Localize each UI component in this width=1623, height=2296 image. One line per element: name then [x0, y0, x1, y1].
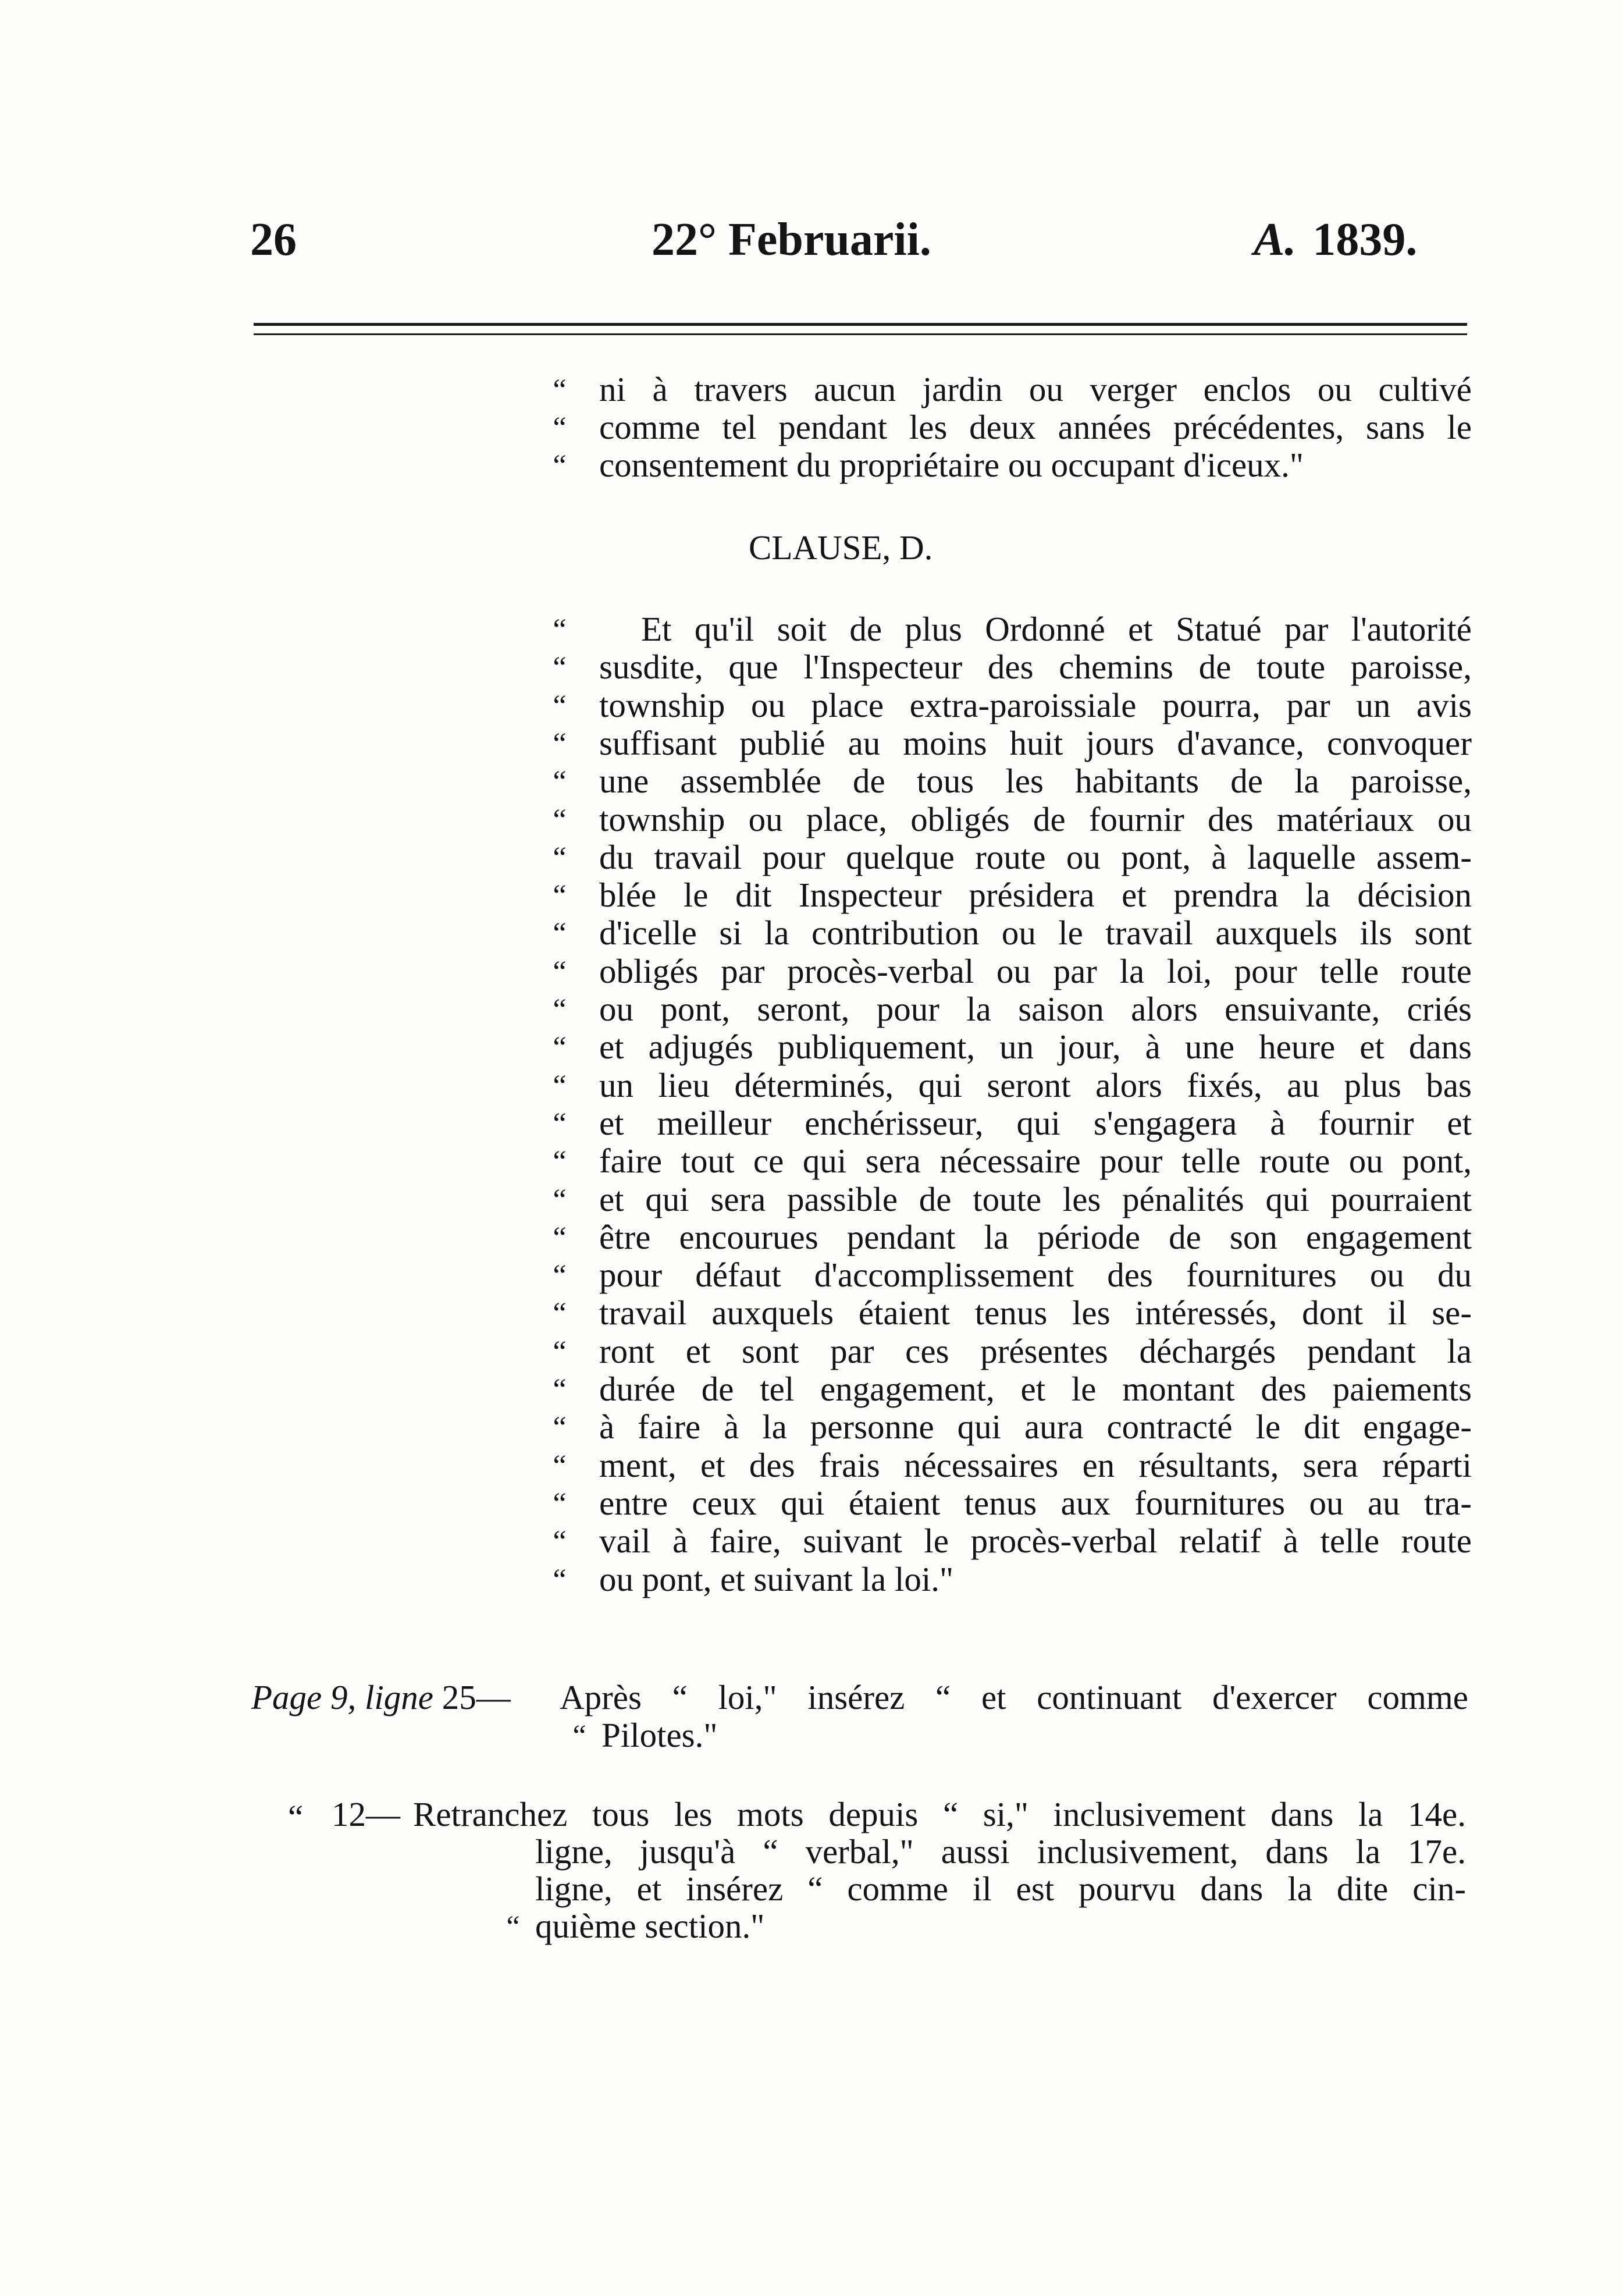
- amendment-1-line-ref: 25—: [442, 1678, 511, 1716]
- continuation-line-line: ni à travers aucun jardin ou verger enclos ou cultivé: [599, 370, 1472, 408]
- amendment-2-line-ref: 12—: [332, 1795, 400, 1833]
- clause-line-line: durée de tel engagement, et le montant des paiements: [599, 1370, 1472, 1408]
- quote-mark: “: [553, 1183, 567, 1217]
- clause-line-line: ou pont, seront, pour la saison alors ensuivante, criés: [599, 990, 1472, 1028]
- clause-line-line: township ou place, obligés de fournir des matériaux ou: [599, 799, 1472, 838]
- quote-mark: “: [553, 917, 567, 951]
- clause-line-line: travail auxquels étaient tenus les intéressés, dont il se-: [599, 1293, 1472, 1332]
- clause-line-line: un lieu déterminés, qui seront alors fixés, au plus bas: [599, 1065, 1472, 1104]
- quote-mark: “: [553, 1145, 567, 1179]
- quote-mark: “: [553, 1297, 567, 1331]
- clause-line-line: d'icelle si la contribution ou le travail auxquels ils sont: [599, 914, 1472, 952]
- quote-mark: “: [553, 613, 567, 646]
- amendment-1-page-ref: Page 9, ligne: [251, 1678, 433, 1716]
- amendment-1-reference: [251, 1680, 511, 1715]
- page-date-heading: 22° Februarii.: [652, 214, 931, 265]
- clause-line-line: township ou place extra-paroissiale pourra, par un avis: [599, 685, 1472, 724]
- quote-mark: “: [553, 1449, 567, 1483]
- amendment-2-line-3: ligne, et insérez “ comme il est pourvu dans la dite cin-: [535, 1870, 1466, 1908]
- clause-line-line: blée le dit Inspecteur présidera et prendra la décision: [599, 876, 1472, 915]
- continuation-line-line: consentement du propriétaire ou occupant d'iceux.": [599, 446, 1304, 484]
- quote-mark: “: [553, 727, 567, 760]
- clause-line-line: obligés par procès-verbal ou par la loi, pour telle route: [599, 951, 1472, 990]
- amendment-2-line-1: Retranchez tous les mots depuis “ si," inclusivement dans la 14e.: [413, 1795, 1466, 1833]
- header-rule-thick: [254, 323, 1467, 326]
- clause-line-line: à faire à la personne qui aura contracté le dit engage-: [599, 1408, 1472, 1446]
- continuation-line-line: comme tel pendant les deux années précédentes, sans le: [599, 408, 1472, 446]
- page-number: 26: [250, 214, 297, 265]
- quote-mark: “: [553, 374, 567, 407]
- quote-mark: “: [553, 651, 567, 685]
- amendment-2-line-2: ligne, jusqu'à “ verbal," aussi inclusivement, dans la 17e.: [535, 1832, 1466, 1871]
- clause-line-line: ront et sont par ces présentes déchargés pendant la: [599, 1331, 1472, 1370]
- quote-mark: “: [553, 1031, 567, 1065]
- quote-mark: “: [553, 449, 567, 482]
- clause-line-line: susdite, que l'Inspecteur des chemins de toute paroisse,: [599, 648, 1472, 687]
- quote-mark: “: [506, 1910, 520, 1943]
- quote-mark: “: [553, 1069, 567, 1103]
- quote-mark: “: [572, 1719, 586, 1753]
- quote-mark: “: [553, 411, 567, 445]
- amendment-2-ditto-mark: “: [288, 1798, 304, 1836]
- quote-mark: “: [553, 1525, 567, 1559]
- quote-mark: “: [553, 955, 567, 989]
- quote-mark: “: [553, 841, 567, 875]
- quote-mark: “: [553, 689, 567, 723]
- quote-mark: “: [553, 1107, 567, 1140]
- quote-mark: “: [553, 879, 567, 913]
- clause-line-line: suffisant publié au moins huit jours d'avance, convoquer: [599, 723, 1472, 762]
- clause-line-line: pour défaut d'accomplissement des fournitures ou du: [599, 1256, 1472, 1295]
- amendment-1-line-1: Après “ loi," insérez “ et continuant d'exercer comme: [560, 1678, 1468, 1716]
- clause-line-line: et adjugés publiquement, un jour, à une heure et dans: [599, 1028, 1472, 1067]
- quote-mark: “: [553, 993, 567, 1026]
- clause-line-line: ment, et des frais nécessaires en résultants, sera réparti: [599, 1445, 1472, 1484]
- clause-line-line: une assemblée de tous les habitants de la paroisse,: [599, 762, 1472, 801]
- clause-line-line: ou pont, et suivant la loi.": [599, 1559, 954, 1598]
- clause-line-line: vail à faire, suivant le procès-verbal relatif à telle route: [599, 1522, 1472, 1561]
- quote-mark: “: [553, 1221, 567, 1254]
- header-rule-thin: [254, 333, 1467, 335]
- quote-mark: “: [553, 1335, 567, 1369]
- quote-mark: “: [553, 803, 567, 837]
- quote-mark: “: [553, 1373, 567, 1406]
- quote-mark: “: [553, 1259, 567, 1293]
- clause-heading: CLAUSE, D.: [749, 528, 933, 567]
- year: 1839.: [1312, 214, 1418, 265]
- page-year-heading: [1254, 216, 1417, 263]
- quote-mark: “: [553, 1411, 567, 1445]
- quote-mark: “: [553, 765, 567, 799]
- clause-line-line: entre ceux qui étaient tenus aux fournitures ou au tra-: [599, 1483, 1472, 1522]
- clause-line-line: et qui sera passible de toute les pénalités qui pourraient: [599, 1179, 1472, 1218]
- clause-line-line: du travail pour quelque route ou pont, à laquelle assem-: [599, 837, 1472, 876]
- anno-mark: A.: [1254, 214, 1297, 265]
- clause-line-line: Et qu'il soit de plus Ordonné et Statué par l'autorité: [641, 610, 1472, 648]
- clause-line-line: être encourues pendant la période de son engagement: [599, 1217, 1472, 1256]
- clause-line-line: faire tout ce qui sera nécessaire pour telle route ou pont,: [599, 1142, 1472, 1181]
- amendment-1-line-2: Pilotes.": [601, 1716, 718, 1754]
- amendment-2-line-4: quième section.": [535, 1907, 765, 1945]
- quote-mark: “: [553, 1563, 567, 1597]
- clause-line-line: et meilleur enchérisseur, qui s'engagera à fournir et: [599, 1103, 1472, 1142]
- quote-mark: “: [553, 1487, 567, 1520]
